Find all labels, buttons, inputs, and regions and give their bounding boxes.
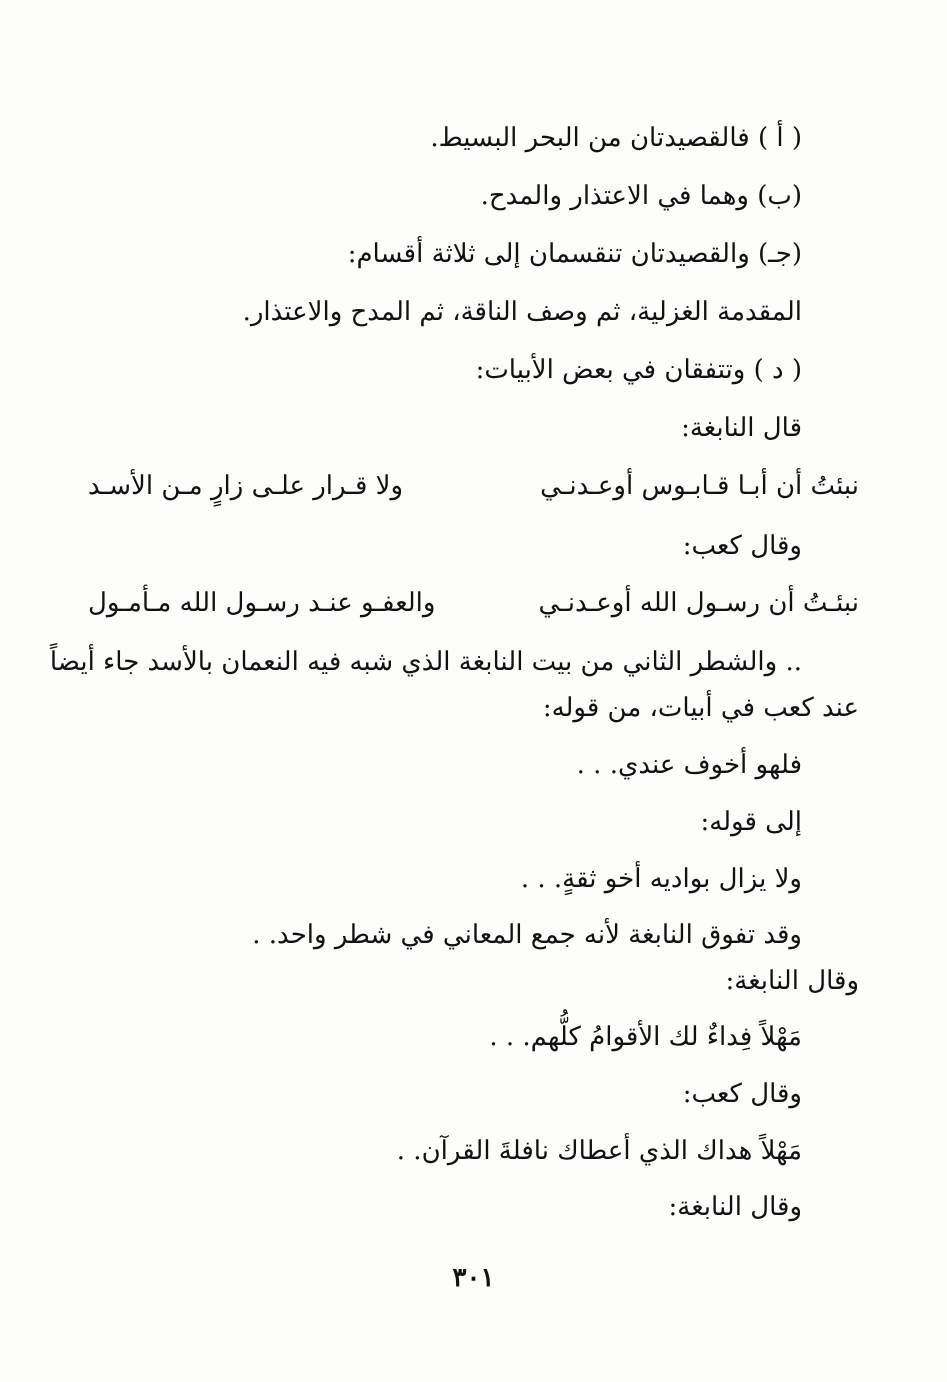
verse-nabigha [88,466,859,506]
quote-line: مَهْلاً هداك الذي أعطاك نافلةَ القرآن. . [396,1136,802,1166]
sections-line: المقدمة الغزلية، ثم وصف الناقة، ثم المدح والاعتذار. [242,297,802,327]
paragraph-line-2: عند كعب في أبيات، من قوله: [542,693,859,723]
point-a: ( أ ) فالقصيدتان من البحر البسيط. [430,123,802,153]
nabigha-label: قال النابغة: [681,413,802,443]
verse-second-hemistich: والعفـو عنـد رسـول الله مـأمـول [88,588,436,618]
point-c: (جـ) والقصيدتان تنقسمان إلى ثلاثة أقسام: [347,239,802,269]
kaab-label: وقال كعب: [682,531,802,561]
nabigha-label: وقال النابغة: [668,1192,802,1222]
paragraph-line-1: .. والشطر الثاني من بيت النابغة الذي شبه فيه النعمان بالأسد جاء أيضاً [49,647,802,677]
verse-first-hemistich: نبئـتُ أن رسـول الله أوعـدنـي [538,588,859,618]
verse-kaab [88,583,859,623]
verse-second-hemistich: ولا قـرار علـى زارٍ مـن الأسـد [88,471,404,501]
point-b: (ب) وهما في الاعتذار والمدح. [480,181,802,211]
quote-line: ولا يزال بواديه أخو ثقةٍ. . . [520,864,802,894]
point-d: ( د ) وتتفقان في بعض الأبيات: [475,355,802,385]
kaab-label: وقال كعب: [682,1079,802,1109]
conclusion-line: وقد تفوق النابغة لأنه جمع المعاني في شطر واحد. . [252,920,802,950]
nabigha-label: وقال النابغة: [725,966,859,996]
quote-line: مَهْلاً فِداءٌ لك الأقوامُ كلُّهم. . . [489,1022,802,1052]
until-label: إلى قوله: [700,807,802,837]
page-number: ٣٠١ [452,1263,495,1293]
verse-first-hemistich: نبئتُ أن أبـا قـابـوس أوعـدنـي [540,471,859,501]
quote-line: فلهو أخوف عندي. . . [576,750,802,780]
